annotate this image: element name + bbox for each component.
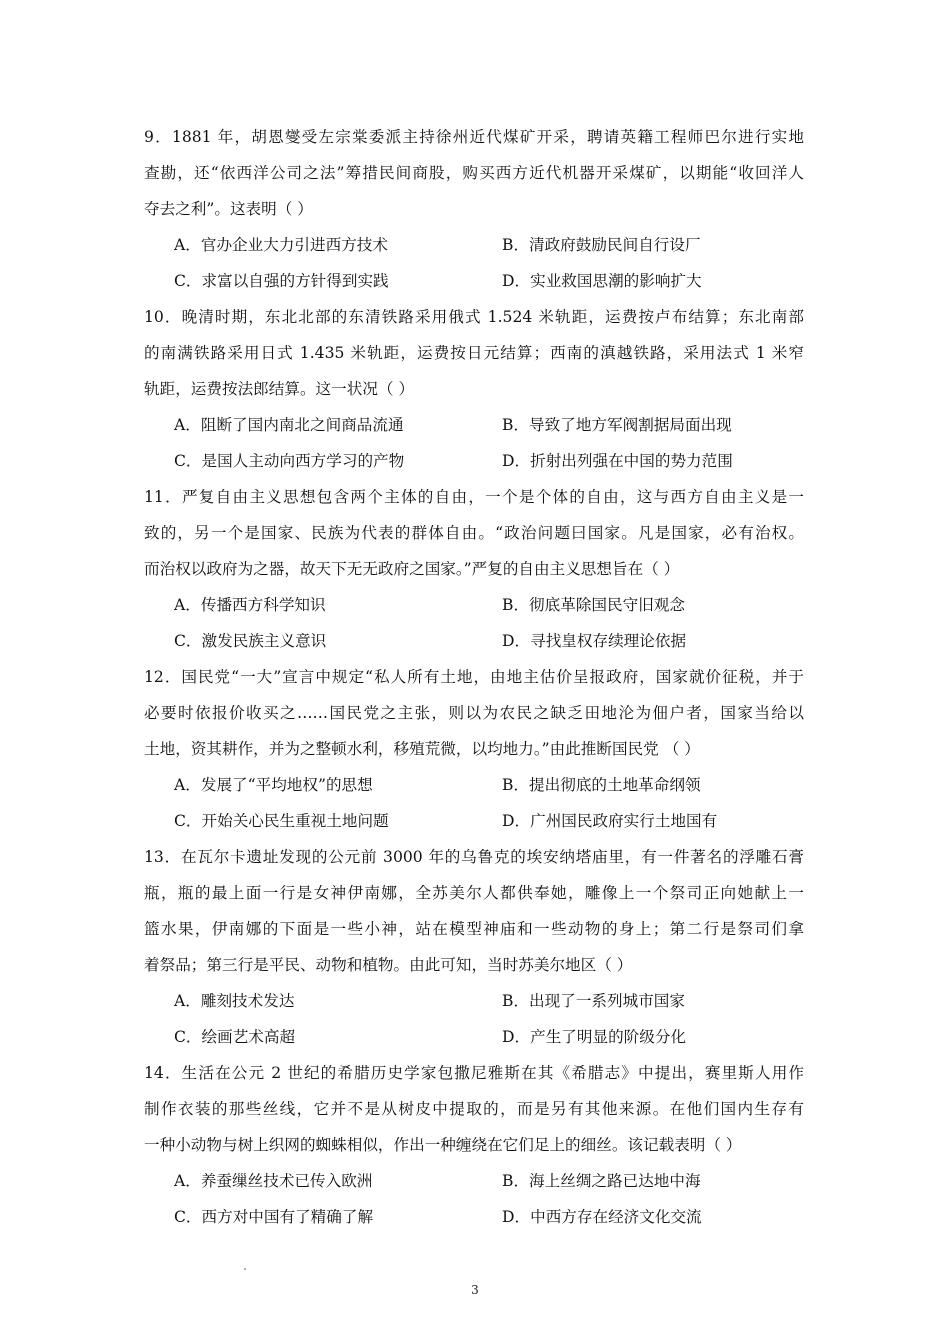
question-stem-line: 10．晚清时期，东北北部的东清铁路采用俄式 1.524 米轨距，运费按卢布结算；东北南部 <box>144 308 804 326</box>
option-c[interactable]: C．激发民族主义意识 <box>174 632 327 650</box>
option-d[interactable]: D．中西方存在经济文化交流 <box>502 1208 702 1226</box>
scan-speck <box>244 1268 246 1270</box>
question-list <box>144 119 804 1235</box>
question-stem-line: 篮水果，伊南娜的下面是一些小神，站在模型神庙和一些动物的身上；第二行是祭司们拿 <box>144 920 804 938</box>
option-b[interactable]: B．出现了一系列城市国家 <box>502 992 685 1010</box>
question-stem-line: 9．1881 年，胡恩燮受左宗棠委派主持徐州近代煤矿开采，聘请英籍工程师巴尔进行实地 <box>144 128 804 146</box>
question-stem-line: 瓶，瓶的最上面一行是女神伊南娜，全苏美尔人都供奉她，雕像上一个祭司正向她献上一 <box>144 884 804 902</box>
option-c[interactable]: C．西方对中国有了精确了解 <box>174 1208 374 1226</box>
option-a[interactable]: A．养蚕缫丝技术已传入欧洲 <box>174 1172 373 1190</box>
option-c[interactable]: C．绘画艺术高超 <box>174 1028 296 1046</box>
option-d[interactable]: D．折射出列强在中国的势力范围 <box>502 452 733 470</box>
question-stem-line: 查勘，还“依西洋公司之法”筹措民间商股，购买西方近代机器开采煤矿，以期能“收回洋人 <box>144 164 804 182</box>
question-stem-line: 一种小动物与树上织网的蜘蛛相似，作出一种缠绕在它们足上的细丝。该记载表明（ ） <box>144 1136 742 1154</box>
answer-options <box>144 407 804 479</box>
question-stem-line: 致的，另一个是国家、民族为代表的群体自由。“政治问题曰国家。凡是国家，必有治权。 <box>144 524 804 542</box>
question-stem-line: 的南满铁路采用日式 1.435 米轨距，运费按日元结算；西南的滇越铁路，采用法式 1 米窄 <box>144 344 804 362</box>
question-11 <box>144 479 804 659</box>
answer-options <box>144 767 804 839</box>
option-a[interactable]: A．官办企业大力引进西方技术 <box>174 236 388 254</box>
option-c[interactable]: C．求富以自强的方针得到实践 <box>174 272 389 290</box>
option-b[interactable]: B．提出彻底的土地革命纲领 <box>502 776 701 794</box>
question-stem-line: 夺去之利”。这表明（ ） <box>144 200 313 218</box>
option-b[interactable]: B．彻底革除国民守旧观念 <box>502 596 685 614</box>
question-stem-line: 12．国民党“一大”宣言中规定“私人所有土地，由地主估价呈报政府，国家就价征税，并于 <box>144 668 804 686</box>
option-d[interactable]: D．实业救国思潮的影响扩大 <box>502 272 702 290</box>
question-12 <box>144 659 804 839</box>
option-b[interactable]: B．导致了地方军阀割据局面出现 <box>502 416 732 434</box>
answer-options <box>144 983 804 1055</box>
question-stem-line: 轨距，运费按法郎结算。这一状况（ ） <box>144 380 415 398</box>
answer-options <box>144 587 804 659</box>
question-9 <box>144 119 804 299</box>
question-stem-line: 13．在瓦尔卡遗址发现的公元前 3000 年的乌鲁克的埃安纳塔庙里，有一件著名的浮雕石膏 <box>144 848 804 866</box>
answer-options <box>144 227 804 299</box>
question-13 <box>144 839 804 1055</box>
option-c[interactable]: C．是国人主动向西方学习的产物 <box>174 452 405 470</box>
option-d[interactable]: D．广州国民政府实行土地国有 <box>502 812 718 830</box>
option-a[interactable]: A．发展了“平均地权”的思想 <box>174 776 373 794</box>
question-10 <box>144 299 804 479</box>
question-stem-line: 11．严复自由主义思想包含两个主体的自由，一个是个体的自由，这与西方自由主义是一 <box>144 488 804 506</box>
page-number: 3 <box>471 1283 479 1297</box>
option-a[interactable]: A．传播西方科学知识 <box>174 596 326 614</box>
question-stem-line: 14．生活在公元 2 世纪的希腊历史学家包撒尼雅斯在其《希腊志》中提出，赛里斯人用作 <box>144 1064 804 1082</box>
question-stem-line: 而治权以政府为之器，故天下无无政府之国家。”严复的自由主义思想旨在（ ） <box>144 560 680 578</box>
question-stem-line: 土地，资其耕作，并为之整顿水利，移殖荒微，以均地力。”由此推断国民党 （ ） <box>144 740 700 758</box>
question-stem-line: 着祭品；第三行是平民、动物和植物。由此可知，当时苏美尔地区（ ） <box>144 956 633 974</box>
option-b[interactable]: B．海上丝绸之路已达地中海 <box>502 1172 701 1190</box>
question-stem-line: 必要时依报价收买之……国民党之主张，则以为农民之缺乏田地沦为佃户者，国家当给以 <box>144 704 804 722</box>
answer-options <box>144 1163 804 1235</box>
option-a[interactable]: A．阻断了国内南北之间商品流通 <box>174 416 404 434</box>
question-stem-line: 制作衣装的那些丝线，它并不是从树皮中提取的，而是另有其他来源。在他们国内生存有 <box>144 1100 804 1118</box>
option-d[interactable]: D．寻找皇权存续理论依据 <box>502 632 687 650</box>
option-a[interactable]: A．雕刻技术发达 <box>174 992 295 1010</box>
option-d[interactable]: D．产生了明显的阶级分化 <box>502 1028 687 1046</box>
option-c[interactable]: C．开始关心民生重视土地问题 <box>174 812 389 830</box>
question-14 <box>144 1055 804 1235</box>
option-b[interactable]: B．清政府鼓励民间自行设厂 <box>502 236 701 254</box>
